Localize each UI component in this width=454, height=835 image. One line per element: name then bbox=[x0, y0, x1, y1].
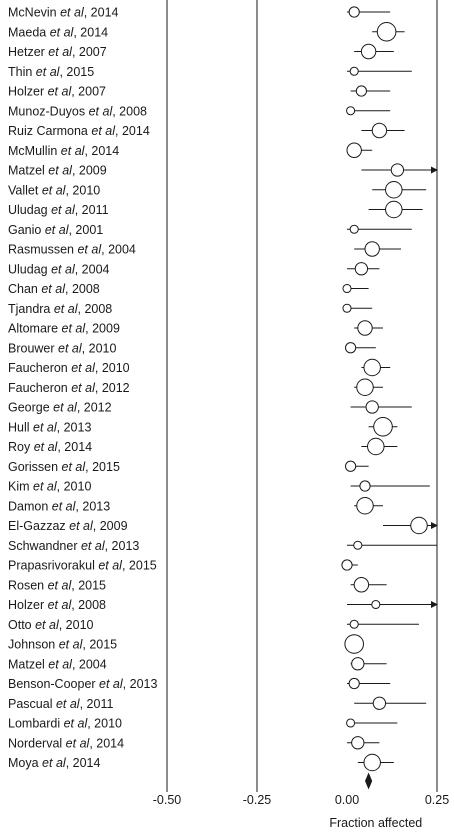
point-estimate-marker bbox=[352, 737, 364, 749]
study-label bbox=[8, 598, 106, 612]
study-year: , 2015 bbox=[85, 459, 120, 474]
study-year: , 2010 bbox=[65, 183, 101, 198]
study-year: , 2014 bbox=[73, 25, 109, 40]
study-etal: et al bbox=[35, 617, 59, 632]
study-author: Uludag bbox=[8, 203, 52, 217]
x-axis bbox=[153, 793, 454, 830]
study-etal: et al bbox=[44, 222, 69, 237]
study-label bbox=[8, 223, 103, 237]
study-author: Maeda bbox=[8, 25, 50, 40]
study-label bbox=[8, 756, 100, 770]
study-author: El-Gazzaz bbox=[8, 519, 70, 533]
study-author: Holzer bbox=[8, 84, 48, 99]
study-year: , 2004 bbox=[101, 242, 136, 257]
study-label bbox=[8, 420, 91, 434]
study-label bbox=[8, 104, 147, 118]
point-estimate-marker bbox=[355, 263, 367, 275]
study-year: , 2008 bbox=[77, 301, 113, 316]
study-label bbox=[8, 144, 119, 158]
reference-lines bbox=[167, 0, 454, 792]
point-estimate-marker bbox=[350, 620, 358, 628]
study-year: , 2009 bbox=[92, 519, 128, 533]
study-etal: et al bbox=[48, 657, 72, 672]
study-estimates bbox=[342, 7, 438, 771]
study-etal: et al bbox=[91, 124, 116, 138]
study-author: George bbox=[8, 400, 54, 415]
study-label bbox=[8, 539, 139, 553]
study-author: Brouwer bbox=[8, 341, 59, 356]
study-author: Prapasrivorakul bbox=[8, 558, 99, 573]
study-author: Hetzer bbox=[8, 45, 49, 59]
x-axis-title: Fraction affected bbox=[329, 816, 423, 830]
study-author: Rasmussen bbox=[8, 242, 78, 257]
study-year: , 2014 bbox=[89, 736, 125, 751]
study-etal: et al bbox=[71, 361, 95, 375]
point-estimate-marker bbox=[373, 697, 385, 709]
point-estimate-marker bbox=[347, 719, 355, 727]
study-label bbox=[8, 65, 94, 79]
study-author: Rosen bbox=[8, 578, 48, 593]
point-estimate-marker bbox=[345, 635, 364, 654]
point-estimate-marker bbox=[357, 379, 374, 396]
study-etal: et al bbox=[41, 282, 65, 296]
study-year: , 2010 bbox=[58, 617, 94, 632]
point-estimate-marker bbox=[357, 498, 374, 515]
study-author: Kim bbox=[8, 479, 33, 494]
point-estimate-marker bbox=[349, 678, 359, 688]
point-estimate-marker bbox=[368, 438, 385, 455]
point-estimate-marker bbox=[342, 560, 352, 570]
x-tick-label: -0.25 bbox=[242, 793, 272, 807]
study-author: Damon bbox=[8, 499, 52, 514]
study-year: , 2015 bbox=[71, 578, 107, 593]
study-year: , 2015 bbox=[82, 637, 118, 652]
study-etal: et al bbox=[80, 538, 105, 553]
study-author: Thin bbox=[8, 64, 36, 79]
study-author: McNevin bbox=[8, 5, 61, 20]
study-year: , 2008 bbox=[71, 598, 106, 612]
x-tick-label: -0.50 bbox=[152, 793, 182, 807]
study-etal: et al bbox=[98, 558, 122, 573]
study-author: Moya bbox=[8, 756, 43, 770]
point-estimate-marker bbox=[361, 44, 375, 58]
point-estimate-marker bbox=[346, 343, 356, 353]
study-author: Chan bbox=[8, 282, 42, 296]
point-estimate-marker bbox=[352, 658, 364, 670]
study-year: , 2010 bbox=[81, 341, 117, 356]
study-label bbox=[8, 638, 117, 652]
point-estimate-marker bbox=[372, 123, 386, 137]
study-year: , 2012 bbox=[76, 400, 112, 415]
study-year: , 2014 bbox=[57, 440, 93, 454]
study-label bbox=[8, 302, 112, 316]
study-author: Faucheron bbox=[8, 361, 72, 375]
study-etal: et al bbox=[88, 104, 113, 119]
study-year: , 2007 bbox=[71, 45, 107, 59]
point-estimate-marker bbox=[347, 107, 355, 115]
point-estimate-marker bbox=[386, 182, 403, 199]
point-estimate-marker bbox=[364, 754, 381, 771]
study-year: , 2007 bbox=[71, 84, 106, 99]
study-label bbox=[8, 736, 124, 750]
study-etal: et al bbox=[33, 440, 58, 454]
study-author: Tjandra bbox=[8, 301, 54, 316]
study-etal: et al bbox=[33, 479, 57, 494]
study-label bbox=[8, 657, 107, 671]
study-year: , 2013 bbox=[122, 677, 158, 691]
study-author: Benson-Cooper bbox=[8, 677, 100, 691]
study-etal: et al bbox=[69, 519, 93, 533]
study-author: Lombardi bbox=[8, 716, 64, 731]
study-label bbox=[8, 440, 92, 454]
study-year: , 2015 bbox=[59, 64, 95, 79]
study-label bbox=[8, 164, 107, 178]
study-etal: et al bbox=[49, 25, 74, 40]
study-etal: et al bbox=[58, 637, 83, 652]
study-label bbox=[8, 25, 108, 39]
study-etal: et al bbox=[53, 400, 77, 415]
study-author: Otto bbox=[8, 617, 36, 632]
study-label bbox=[8, 717, 122, 731]
study-label bbox=[8, 124, 150, 138]
study-label bbox=[8, 183, 100, 197]
study-year: , 2013 bbox=[56, 420, 92, 435]
study-etal: et al bbox=[48, 45, 72, 59]
study-label bbox=[8, 282, 100, 296]
point-estimate-marker bbox=[349, 7, 359, 17]
study-year: , 2004 bbox=[71, 657, 107, 672]
study-author: Hull bbox=[8, 420, 34, 435]
study-label bbox=[8, 361, 130, 375]
study-etal: et al bbox=[41, 183, 66, 198]
study-etal: et al bbox=[53, 301, 78, 316]
point-estimate-marker bbox=[358, 321, 372, 335]
point-estimate-marker bbox=[354, 578, 368, 592]
study-etal: et al bbox=[60, 143, 85, 158]
study-year: , 2014 bbox=[84, 143, 120, 158]
study-label bbox=[8, 6, 119, 20]
study-author: Ganio bbox=[8, 222, 45, 237]
study-etal: et al bbox=[47, 598, 72, 612]
study-author: Matzel bbox=[8, 163, 49, 178]
point-estimate-marker bbox=[354, 541, 362, 549]
study-year: , 2009 bbox=[71, 163, 107, 178]
study-author: Ruiz Carmona bbox=[8, 124, 92, 138]
study-label bbox=[8, 381, 130, 395]
study-etal: et al bbox=[55, 696, 80, 711]
study-label bbox=[8, 45, 107, 59]
summary-estimate bbox=[365, 773, 372, 790]
study-label bbox=[8, 460, 120, 474]
study-labels bbox=[8, 6, 157, 771]
study-label bbox=[8, 243, 136, 257]
point-estimate-marker bbox=[365, 242, 379, 256]
study-year: , 2011 bbox=[74, 203, 109, 217]
study-etal: et al bbox=[61, 321, 86, 336]
study-year: , 2012 bbox=[94, 380, 130, 395]
study-label bbox=[8, 519, 128, 533]
study-label bbox=[8, 85, 106, 99]
study-author: Gorissen bbox=[8, 459, 62, 474]
study-label bbox=[8, 322, 120, 336]
study-etal: et al bbox=[47, 84, 72, 99]
point-estimate-marker bbox=[356, 86, 366, 96]
summary-diamond bbox=[365, 773, 372, 790]
study-author: Pascual bbox=[8, 696, 56, 711]
study-etal: et al bbox=[99, 677, 123, 691]
study-year: , 2011 bbox=[79, 696, 114, 711]
study-label bbox=[8, 697, 113, 711]
study-author: Matzel bbox=[8, 657, 49, 672]
study-year: , 2004 bbox=[74, 262, 110, 277]
study-year: , 2014 bbox=[65, 756, 101, 770]
x-tick-label: 0.00 bbox=[334, 793, 360, 807]
point-estimate-marker bbox=[360, 481, 370, 491]
study-label bbox=[8, 677, 157, 691]
study-label bbox=[8, 499, 110, 513]
point-estimate-marker bbox=[411, 517, 428, 534]
study-etal: et al bbox=[65, 736, 90, 751]
study-author: Roy bbox=[8, 440, 34, 454]
study-author: Holzer bbox=[8, 598, 48, 612]
study-label bbox=[8, 203, 109, 217]
study-etal: et al bbox=[77, 242, 102, 257]
study-author: Uludag bbox=[8, 262, 52, 277]
point-estimate-marker bbox=[386, 201, 403, 218]
study-year: , 2014 bbox=[115, 124, 150, 138]
point-estimate-marker bbox=[374, 417, 393, 436]
study-author: Vallet bbox=[8, 183, 42, 198]
study-etal: et al bbox=[61, 459, 86, 474]
x-tick-label: 0.25 bbox=[424, 793, 450, 807]
study-year: , 2009 bbox=[85, 321, 120, 336]
point-estimate-marker bbox=[343, 304, 351, 312]
study-label bbox=[8, 559, 157, 573]
study-author: Faucheron bbox=[8, 380, 72, 395]
study-label bbox=[8, 341, 116, 355]
study-author: Johnson bbox=[8, 637, 59, 652]
study-etal: et al bbox=[51, 499, 76, 514]
study-etal: et al bbox=[51, 203, 75, 217]
study-author: Norderval bbox=[8, 736, 66, 751]
point-estimate-marker bbox=[350, 225, 358, 233]
study-etal: et al bbox=[63, 716, 88, 731]
study-year: , 2008 bbox=[112, 104, 147, 119]
study-label bbox=[8, 262, 110, 276]
study-author: Munoz-Duyos bbox=[8, 104, 89, 119]
point-estimate-marker bbox=[366, 401, 378, 413]
study-label bbox=[8, 401, 112, 415]
study-year: , 2015 bbox=[121, 558, 157, 573]
study-year: , 2001 bbox=[68, 222, 104, 237]
study-year: , 2008 bbox=[65, 282, 100, 296]
point-estimate-marker bbox=[372, 600, 380, 608]
study-author: Altomare bbox=[8, 321, 62, 336]
study-etal: et al bbox=[35, 64, 60, 79]
study-label bbox=[8, 578, 106, 592]
study-author: McMullin bbox=[8, 143, 61, 158]
study-etal: et al bbox=[51, 262, 75, 277]
point-estimate-marker bbox=[346, 461, 356, 471]
study-etal: et al bbox=[60, 5, 84, 20]
study-etal: et al bbox=[47, 578, 72, 593]
study-year: , 2010 bbox=[87, 716, 122, 731]
study-label bbox=[8, 480, 91, 494]
study-label bbox=[8, 618, 94, 632]
study-etal: et al bbox=[48, 163, 72, 178]
point-estimate-marker bbox=[347, 143, 361, 157]
point-estimate-marker bbox=[377, 22, 396, 41]
study-year: , 2010 bbox=[94, 361, 130, 375]
study-year: , 2013 bbox=[104, 538, 140, 553]
point-estimate-marker bbox=[391, 164, 403, 176]
study-year: , 2013 bbox=[75, 499, 111, 514]
point-estimate-marker bbox=[350, 67, 358, 75]
point-estimate-marker bbox=[364, 359, 381, 376]
study-etal: et al bbox=[58, 341, 82, 356]
study-etal: et al bbox=[33, 420, 57, 435]
study-etal: et al bbox=[42, 756, 66, 770]
point-estimate-marker bbox=[343, 284, 351, 292]
study-etal: et al bbox=[71, 380, 95, 395]
study-year: , 2010 bbox=[56, 479, 92, 494]
study-year: , 2014 bbox=[83, 5, 119, 20]
study-author: Schwandner bbox=[8, 538, 81, 553]
